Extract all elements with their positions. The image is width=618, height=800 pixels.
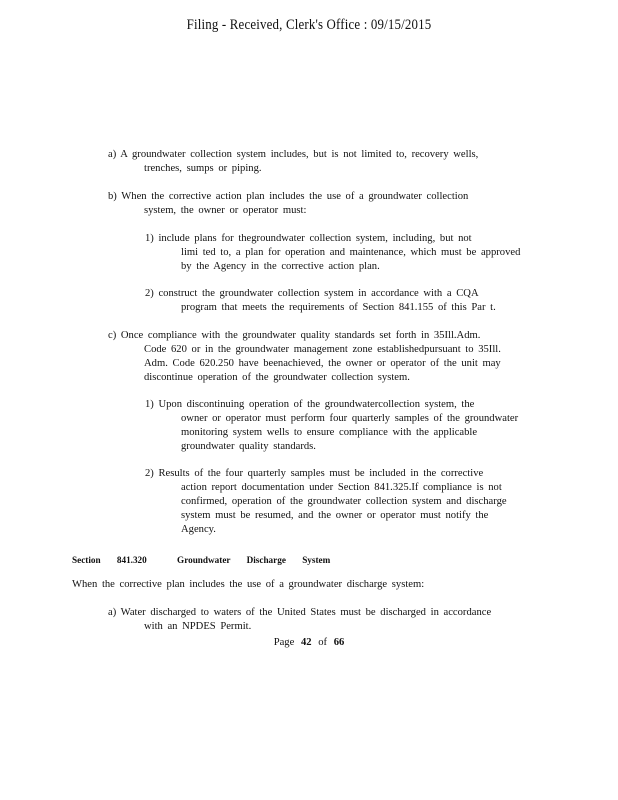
item-b2-line: program that meets the requirements of Section 841.155 of this Par t. [181,302,496,313]
item-b-line: b) When the corrective action plan includes the use of a groundwater collection [108,191,469,202]
item-b2 [145,287,496,315]
item-c1 [145,398,518,454]
item-c-line: c) Once compliance with the groundwater quality standards set forth in 35Ill.Adm. [108,330,481,341]
item-a2 [108,606,491,634]
page-number: 42 [300,637,312,648]
item-c-line: Code 620 or in the groundwater management zone establishedpursuant to 35Ill. [144,344,501,355]
item-b1-line: limi ted to, a plan for operation and maintenance, which must be approved [181,247,521,258]
item-c2-line: action report documentation under Section 841.325.If compliance is not [181,482,502,493]
item-c1-line: owner or operator must perform four quarterly samples of the groundwater [181,413,519,424]
item-a2-line: a) Water discharged to waters of the United States must be discharged in accordance [108,607,492,618]
section-number: Section 841.320 [72,555,147,565]
item-c2-line: Agency. [181,524,216,535]
item-b1-line: 1) include plans for thegroundwater collection system, including, but not [145,233,472,244]
item-a [108,148,478,176]
item-b [108,190,468,218]
item-c1-line: groundwater quality standards. [181,441,316,452]
item-c [108,329,501,385]
filing-header: Filing - Received, Clerk's Office : 09/15/2015 [186,17,432,33]
item-a2-line: with an NPDES Permit. [144,621,252,632]
item-c2-line: confirmed, operation of the groundwater collection system and discharge [181,496,507,507]
item-b1 [145,232,520,274]
item-c1-line: 1) Upon discontinuing operation of the groundwatercollection system, the [145,399,475,410]
section-intro [72,578,424,592]
page-of: of [318,637,328,648]
item-c-line: Adm. Code 620.250 have beenachieved, the owner or operator of the unit may [144,358,501,369]
item-c2-line: 2) Results of the four quarterly samples must be included in the corrective [145,468,484,479]
page-footer [0,636,618,650]
section-heading [72,553,330,567]
item-b2-line: 2) construct the groundwater collection system in accordance with a CQA [145,288,479,299]
item-a-line: a) A groundwater collection system includes, but is not limited to, recovery wells, [108,149,479,160]
section-title: Groundwater Discharge System [177,555,331,565]
item-c1-line: monitoring system wells to ensure compliance with the applicable [181,427,478,438]
item-b1-line: by the Agency in the corrective action plan. [181,261,380,272]
section-intro-line: When the corrective plan includes the use of a groundwater discharge system: [72,579,425,590]
item-c-line: discontinue operation of the groundwater collection system. [144,372,410,383]
item-c2 [145,467,507,537]
item-c2-line: system must be resumed, and the owner or operator must notify the [181,510,489,521]
item-b-line: system, the owner or operator must: [144,205,307,216]
page-total: 66 [333,637,345,648]
page-label: Page [273,637,295,648]
item-a-line: trenches, sumps or piping. [144,163,262,174]
